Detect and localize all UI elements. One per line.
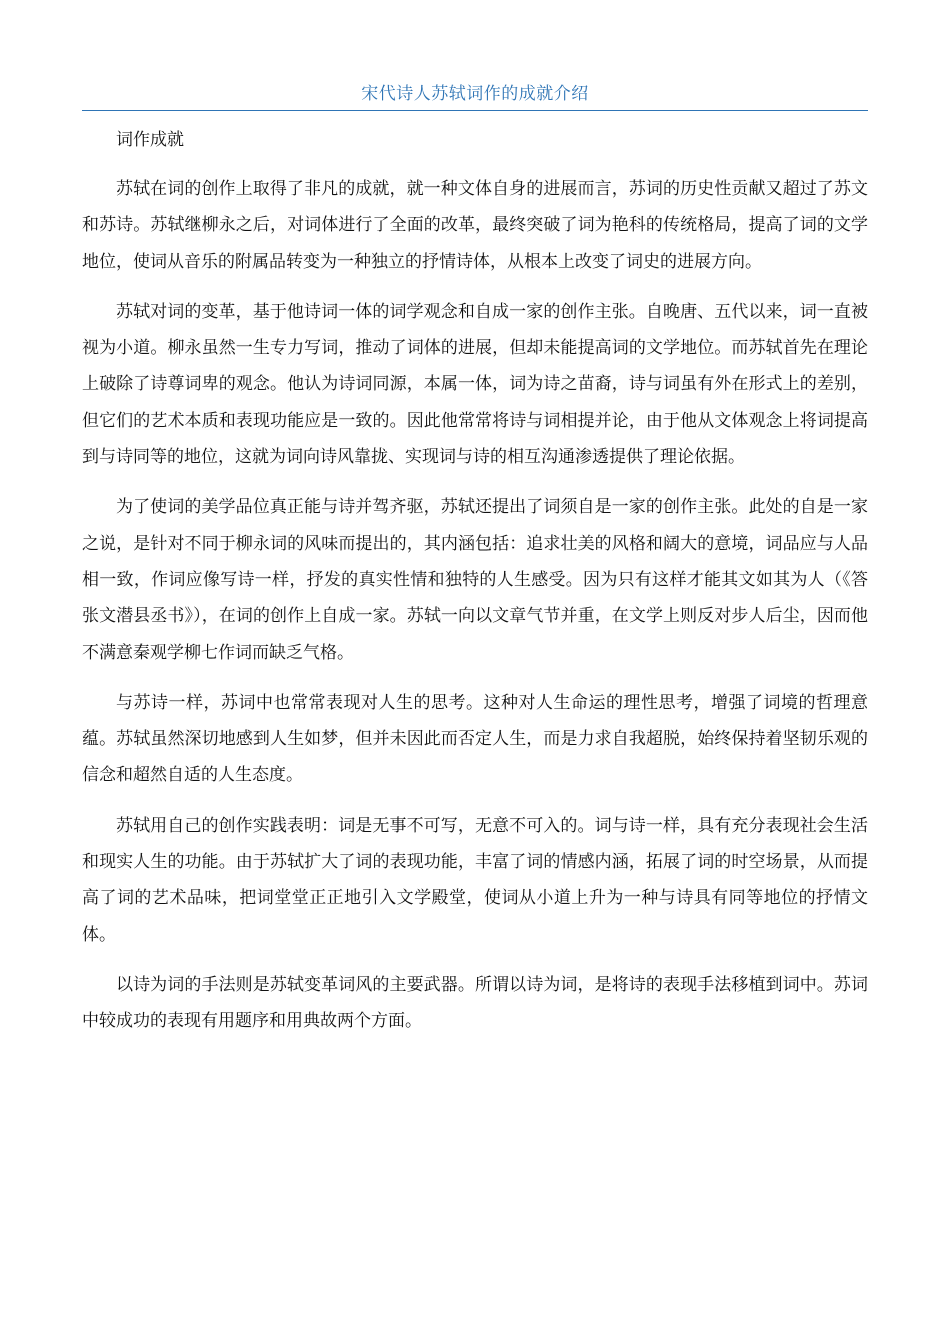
spacer [82, 671, 868, 685]
spacer [82, 794, 868, 808]
spacer [82, 156, 868, 171]
document-body [82, 124, 868, 1040]
spacer [82, 475, 868, 489]
paragraph-5: 苏轼用自己的创作实践表明：词是无事不可写，无意不可入的。词与诗一样，具有充分表现社会生活和现实人生的功能。由于苏轼扩大了词的表现功能，丰富了词的情感内涵，拓展了词的时空场景，从而提高了词的艺术品味，把词堂堂正正地引入文学殿堂，使词从小道上升为一种与诗具有同等地位的抒情文体。 [82, 815, 868, 945]
page-header [82, 82, 868, 111]
section-heading: 词作成就 [116, 130, 184, 150]
spacer [82, 953, 868, 967]
spacer [82, 280, 868, 294]
document-title: 宋代诗人苏轼词作的成就介绍 [361, 84, 589, 104]
paragraph-3: 为了使词的美学品位真正能与诗并驾齐驱，苏轼还提出了词须自是一家的创作主张。此处的自是一家之说，是针对不同于柳永词的风味而提出的，其内涵包括：追求壮美的风格和阔大的意境，词品应与人品相一致，作词应像写诗一样，抒发的真实性情和独特的人生感受。因为只有这样才能其文如其为人（《答张文潜县丞书》），在词的创作上自成一家。苏轼一向以文章气节并重，在文学上则反对步人后尘，因而他不满意秦观学柳七作词而缺乏气格。 [82, 497, 868, 663]
paragraph-6: 以诗为词的手法则是苏轼变革词风的主要武器。所谓以诗为词，是将诗的表现手法移植到词中。苏词中较成功的表现有用题序和用典故两个方面。 [82, 974, 868, 1032]
paragraph-2: 苏轼对词的变革，基于他诗词一体的词学观念和自成一家的创作主张。自晚唐、五代以来，词一直被视为小道。柳永虽然一生专力写词，推动了词体的进展，但却未能提高词的文学地位。而苏轼首先在理论上破除了诗尊词卑的观念。他认为诗词同源，本属一体，词为诗之苗裔，诗与词虽有外在形式上的差别，但它们的艺术本质和表现功能应是一致的。因此他常常将诗与词相提并论，由于他从文体观念上将词提高到与诗同等的地位，这就为词向诗风靠拢、实现词与诗的相互沟通渗透提供了理论依据。 [82, 301, 868, 468]
paragraph-4: 与苏诗一样，苏词中也常常表现对人生的思考。这种对人生命运的理性思考，增强了词境的哲理意蕴。苏轼虽然深切地感到人生如梦，但并未因此而否定人生，而是力求自我超脱，始终保持着坚韧乐观的信念和超然自适的人生态度。 [82, 692, 868, 786]
paragraph-1: 苏轼在词的创作上取得了非凡的成就，就一种文体自身的进展而言，苏词的历史性贡献又超过了苏文和苏诗。苏轼继柳永之后，对词体进行了全面的改革，最终突破了词为艳科的传统格局，提高了词的文学地位，使词从音乐的附属品转变为一种独立的抒情诗体，从根本上改变了词史的进展方向。 [82, 179, 868, 272]
